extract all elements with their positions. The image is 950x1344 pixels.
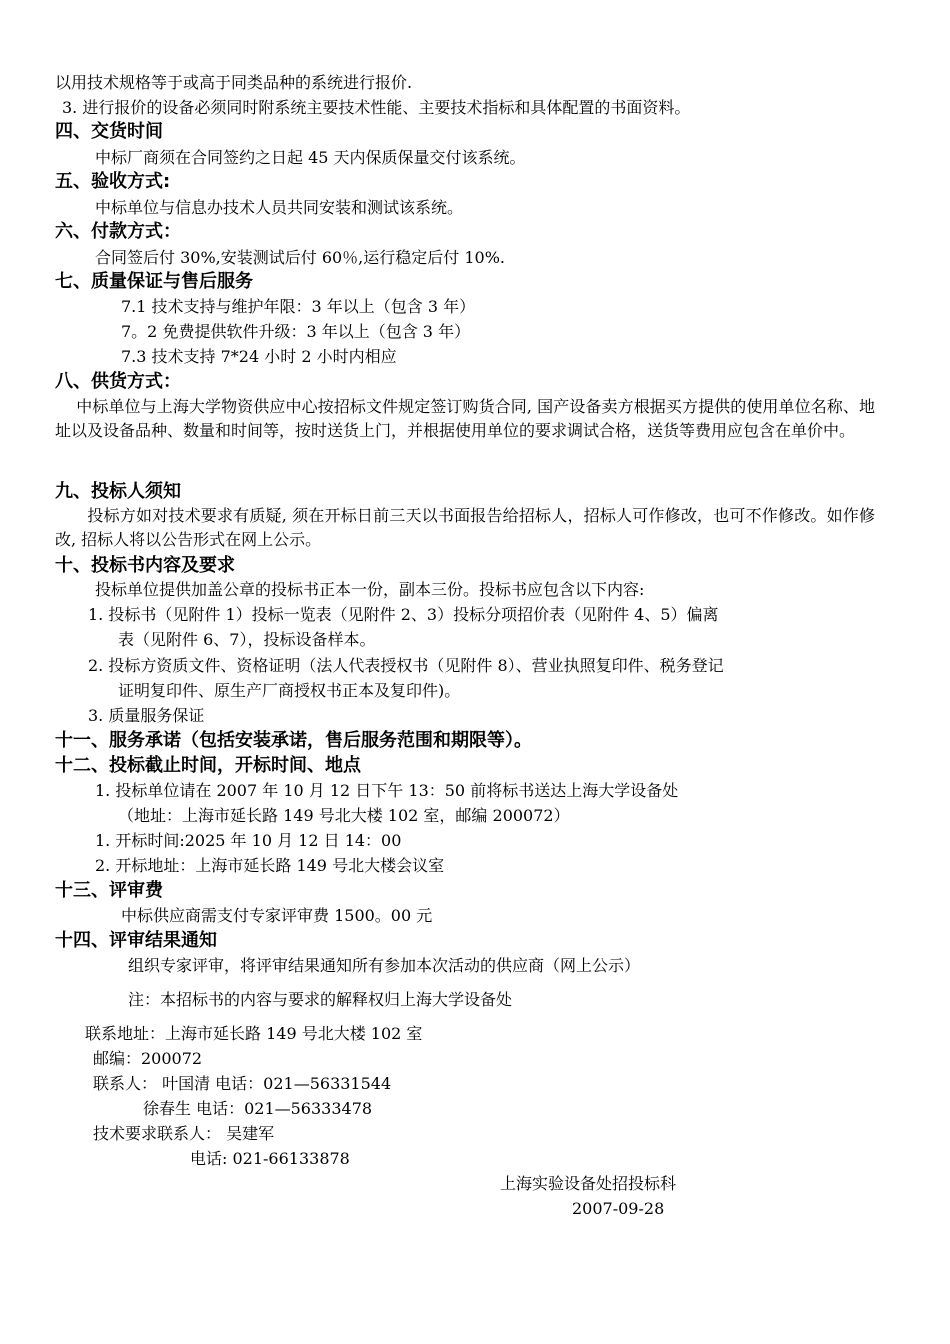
list-item-continuation: （地址：上海市延长路 149 号北大楼 102 室，邮编 200072） [118,806,570,825]
tech-contact: 技术要求联系人： 吴建军 [93,1124,275,1143]
section-heading-8: 八、供货方式： [55,371,181,392]
list-item: 1. 投标书（见附件 1）投标一览表（见附件 2、3）投标分项招价表（见附件 4、5）偏离 [88,605,719,624]
section-heading-14: 十四、评审结果通知 [55,930,217,951]
text-line: 中标厂商须在合同签约之日起 45 天内保质保量交付该系统。 [95,148,526,167]
text-line: 中标单位与信息办技术人员共同安装和测试该系统。 [95,198,464,217]
list-item: 7.3 技术支持 7*24 小时 2 小时内相应 [121,347,397,366]
contact-person: 联系人： 叶国清 电话：021—56331544 [93,1074,392,1093]
issue-date: 2007-09-28 [572,1199,665,1218]
section-heading-6: 六、付款方式： [55,221,181,242]
list-item: 7.1 技术支持与维护年限：3 年以上（包含 3 年） [121,297,476,316]
list-item: 2. 开标地址：上海市延长路 149 号北大楼会议室 [95,856,445,875]
section-heading-12: 十二、投标截止时间，开标时间、地点 [55,755,361,776]
list-item: 7。2 免费提供软件升级：3 年以上（包含 3 年） [121,322,471,341]
text-line: 合同签后付 30%,安装测试后付 60％,运行稳定后付 10%. [95,248,506,267]
text-line: 中标供应商需支付专家评审费 1500。00 元 [121,906,433,925]
section-heading-10: 十、投标书内容及要求 [55,555,235,576]
list-item: 2. 投标方资质文件、资格证明（法人代表授权书（见附件 8）、营业执照复印件、税务登记 [88,656,724,675]
note-line: 注：本招标书的内容与要求的解释权归上海大学设备处 [128,990,513,1009]
list-item: 3. 质量服务保证 [88,706,205,725]
contact-address: 联系地址：上海市延长路 149 号北大楼 102 室 [85,1024,423,1043]
contact-person: 徐春生 电话：021—56333478 [143,1099,373,1118]
issuer-signature: 上海实验设备处招投标科 [500,1174,677,1193]
text-line: 以用技术规格等于或高于同类品种的系统进行报价. [55,73,413,92]
list-item: 1. 投标单位请在 2007 年 10 月 12 日下午 13：50 前将标书送达上海大学设备处 [95,781,679,800]
paragraph: 投标方如对技术要求有质疑, 须在开标日前三天以书面报告给招标人，招标人可作修改，也可不作修改。如作修改, 招标人将以公告形式在网上公示。 [55,506,875,549]
text-line: 组织专家评审，将评审结果通知所有参加本次活动的供应商（网上公示） [128,956,641,975]
section-heading-5: 五、验收方式: [55,171,171,192]
contact-postcode: 邮编：200072 [93,1049,203,1068]
list-item: 3. 进行报价的设备必须同时附系统主要技术性能、主要技术指标和具体配置的书面资料。 [62,98,691,117]
section-heading-7: 七、质量保证与售后服务 [55,271,253,292]
section-heading-4: 四、交货时间 [55,121,163,142]
paragraph: 中标单位与上海大学物资供应中心按招标文件规定签订购货合同, 国产设备卖方根据买方提供的使用单位名称、地址以及设备品种、数量和时间等，按时送货上门，并根据使用单位的要求调试合格，送货等费用应包含在单价中。 [55,397,875,440]
tech-contact-phone: 电话: 021-66133878 [190,1149,350,1168]
list-item-continuation: 表（见附件 6、7），投标设备样本。 [118,630,376,649]
section-heading-13: 十三、评审费 [55,880,163,901]
section-heading-9: 九、投标人须知 [55,481,181,502]
list-item: 1. 开标时间:2025 年 10 月 12 日 14：00 [95,831,402,850]
section-heading-11: 十一、服务承诺（包括安装承诺，售后服务范围和期限等）。 [55,730,532,751]
list-item-continuation: 证明复印件、原生产厂商授权书正本及复印件)。 [118,681,461,700]
text-line: 投标单位提供加盖公章的投标书正本一份，副本三份。投标书应包含以下内容: [95,580,645,599]
